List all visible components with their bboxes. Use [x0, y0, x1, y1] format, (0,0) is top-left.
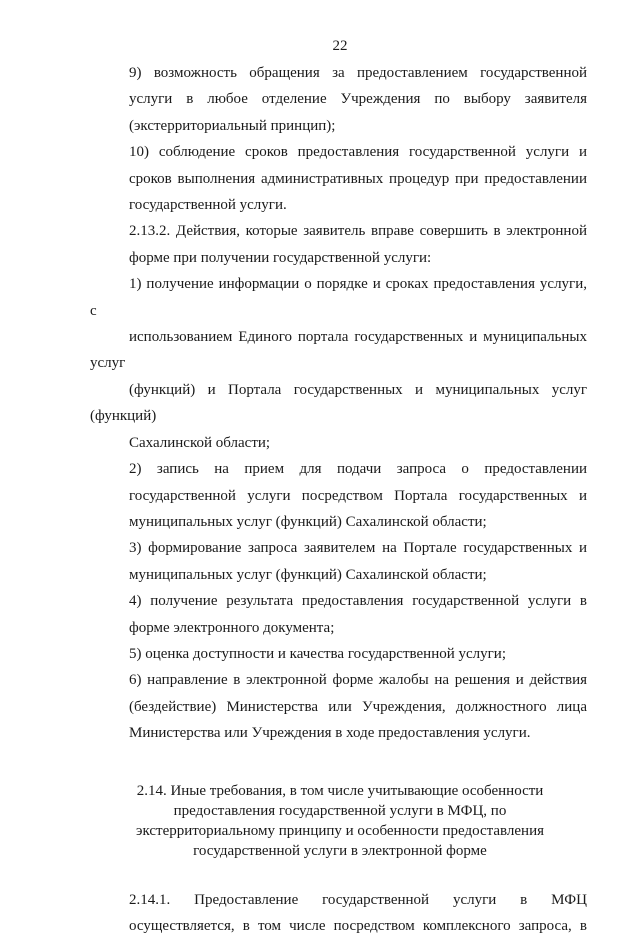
paragraph-2-13-2 [90, 218, 587, 271]
text-line: 4) получение результата предоставления государственной услуги в [129, 593, 587, 610]
text-line: 5) оценка доступности и качества государственной услуги; [129, 645, 506, 662]
heading-line: 2.14. Иные требования, в том числе учитывающие особенности [136, 782, 544, 799]
text-line: 2.13.2. Действия, которые заявитель вправе совершить в электронной [129, 223, 587, 240]
paragraph-action-6 [90, 667, 587, 746]
paragraph-action-4 [90, 588, 587, 641]
text-line: 3) формирование запроса заявителем на Портале государственных и [129, 540, 587, 557]
text-line: государственной услуги посредством Портала государственных и [129, 487, 587, 504]
text-line: услуги в любое отделение Учреждения по выбору заявителя [129, 91, 587, 108]
text-line: использованием Единого портала государственных и муниципальных услуг [90, 329, 587, 372]
text-line: 1) получение информации о порядке и сроках предоставления услуги, с [90, 276, 587, 319]
text-line: 2) запись на прием для подачи запроса о предоставлении [129, 461, 587, 478]
paragraph-action-5 [90, 641, 587, 667]
text-line: 9) возможность обращения за предоставлением государственной [129, 65, 587, 81]
text-line: форме электронного документа; [129, 619, 335, 636]
text-line: Министерства или Учреждения в ходе предоставления услуги. [129, 725, 531, 742]
heading-line: предоставления государственной услуги в МФЦ, по [173, 802, 507, 819]
page-number: 22 [332, 38, 348, 54]
paragraph-action-2 [90, 456, 587, 535]
text-line: Сахалинской области; [129, 434, 271, 451]
text-line: (бездействие) Министерства или Учреждения, должностного лица [129, 698, 587, 715]
text-line: муниципальных услуг (функций) Сахалинской области; [129, 566, 487, 583]
paragraph-item-9 [90, 60, 587, 139]
text-line: 2.14.1. Предоставление государственной услуги в МФЦ [129, 891, 587, 908]
paragraph-item-10 [90, 139, 587, 218]
heading-line: государственной услуги в электронной форме [193, 842, 487, 859]
paragraph-2-14-1 [90, 887, 587, 939]
text-line: муниципальных услуг (функций) Сахалинской области; [129, 513, 487, 530]
text-line: (функций) и Портала государственных и муниципальных услуг (функций) [90, 381, 587, 425]
text-line: 6) направление в электронной форме жалобы на решения и действия [129, 672, 587, 689]
text-line: форме при получении государственной услуги: [129, 249, 432, 266]
document-body [90, 60, 587, 939]
heading-line: экстерриториальному принципу и особенности предоставления [136, 822, 544, 839]
text-line: 10) соблюдение сроков предоставления государственной услуги и [129, 144, 587, 161]
text-line: осуществляется, в том числе посредством комплексного запроса, в [129, 917, 587, 934]
text-line: государственной услуги. [129, 197, 287, 214]
paragraph-action-1 [90, 271, 587, 456]
section-heading-2-14 [90, 781, 587, 861]
text-line: сроков выполнения административных процедур при предоставлении [129, 170, 587, 187]
text-line: (экстерриториальный принцип); [129, 117, 336, 134]
paragraph-action-3 [90, 535, 587, 588]
